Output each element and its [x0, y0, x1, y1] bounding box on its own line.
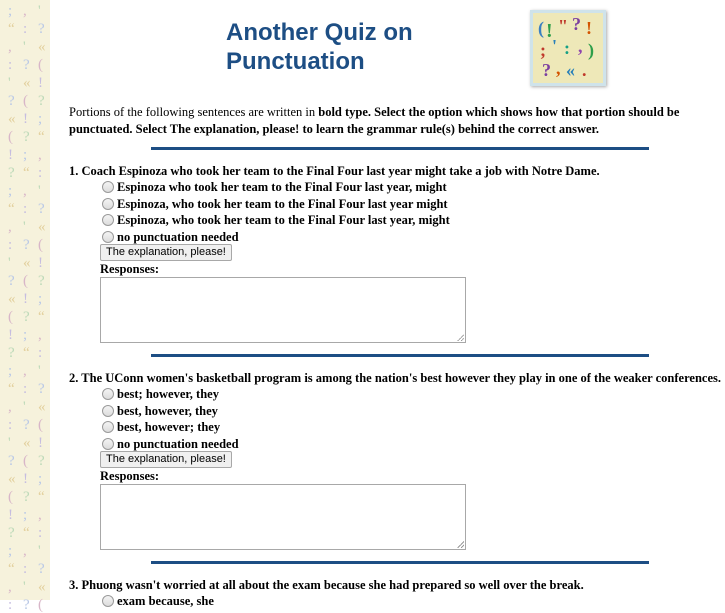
punctuation-glyph: ;: [23, 147, 28, 163]
punctuation-glyph: «: [23, 435, 31, 451]
question-2-option-2[interactable]: [102, 403, 239, 420]
punctuation-glyph: :: [8, 417, 13, 433]
question-1-text: 1. Coach Espinoza who took her team to the Final Four last year might take a job with Notre Dame.: [69, 164, 600, 178]
punctuation-glyph: ': [23, 39, 26, 55]
question-1-option-2[interactable]: [102, 196, 450, 213]
punctuation-glyph: “: [23, 345, 30, 361]
punctuation-glyph: !: [38, 75, 43, 91]
question-2-option-3[interactable]: [102, 419, 239, 436]
option-label: no punctuation needed: [117, 229, 239, 244]
punctuation-glyph: ,: [23, 3, 27, 19]
punctuation-glyph: «: [8, 111, 16, 127]
punctuation-glyph: ;: [8, 183, 13, 199]
punctuation-glyph: ,: [8, 579, 12, 595]
punctuation-glyph: ,: [38, 147, 42, 163]
question-2-option-1[interactable]: [102, 386, 239, 403]
punctuation-glyph: ;: [23, 327, 28, 343]
radio-button[interactable]: [102, 421, 114, 433]
radio-button[interactable]: [102, 181, 114, 193]
decorative-side-strip: [0, 0, 50, 613]
punctuation-glyph: “: [23, 525, 30, 541]
punctuation-glyph: !: [23, 291, 28, 307]
punctuation-glyph: ;: [8, 363, 13, 379]
option-label: best, however, they: [117, 403, 218, 418]
punctuation-glyph: ;: [38, 111, 43, 127]
punctuation-glyph: :: [23, 201, 28, 217]
punctuation-glyph: ?: [23, 417, 30, 433]
punctuation-glyph: !: [8, 327, 13, 343]
radio-button[interactable]: [102, 438, 114, 450]
punctuation-glyph: ,: [23, 183, 27, 199]
section-divider: [151, 561, 649, 564]
punctuation-glyph: !: [23, 111, 28, 127]
punctuation-glyph: (: [8, 309, 13, 325]
punctuation-glyph: ?: [38, 381, 45, 397]
punctuation-glyph: ?: [8, 273, 15, 289]
punctuation-glyph: :: [38, 345, 43, 361]
punctuation-glyph: “: [23, 165, 30, 181]
punctuation-glyph: «: [38, 39, 46, 55]
punctuation-glyph: «: [23, 75, 31, 91]
radio-button[interactable]: [102, 231, 114, 243]
page-title-line-1: Another Quiz on: [226, 19, 413, 46]
question-2-text: 2. The UConn women's basketball program is among the nation's best however they play in one of the weaker conferences.: [69, 371, 721, 385]
punctuation-glyph: (: [8, 129, 13, 145]
instructions: [69, 104, 709, 137]
option-label: exam because, she: [117, 594, 214, 608]
punctuation-glyph: ;: [23, 507, 28, 523]
punctuation-glyph: ,: [23, 363, 27, 379]
punctuation-glyph: «: [23, 255, 31, 271]
punctuation-glyph: “: [38, 489, 45, 505]
punctuation-glyph: ;: [38, 291, 43, 307]
punctuation-glyph: ?: [8, 93, 15, 109]
radio-button[interactable]: [102, 214, 114, 226]
resize-grip-icon[interactable]: [457, 541, 464, 548]
punctuation-logo: ( ! " ? ! ; ' : , ) ? , « .: [530, 10, 606, 86]
question-3-options: [102, 593, 214, 610]
punctuation-glyph: «: [38, 399, 46, 415]
punctuation-glyph: ?: [38, 453, 45, 469]
question-1-options: [102, 179, 450, 245]
punctuation-glyph: “: [8, 21, 15, 37]
question-3-text: 3. Phuong wasn't worried at all about the exam because she had prepared so well over the break.: [69, 578, 584, 592]
punctuation-glyph: !: [8, 507, 13, 523]
punctuation-glyph: ?: [8, 345, 15, 361]
section-divider: [151, 147, 649, 150]
punctuation-glyph: “: [38, 129, 45, 145]
punctuation-glyph: (: [23, 93, 28, 109]
punctuation-glyph: ,: [8, 219, 12, 235]
punctuation-glyph: ,: [23, 543, 27, 559]
option-label: best; however, they: [117, 387, 219, 401]
question-1-option-4[interactable]: [102, 229, 450, 246]
punctuation-glyph: ;: [38, 471, 43, 487]
instructions-bold-text: bold type. Select the option which shows how that portion should be punctuated. Select The explanation, please! to learn the grammar rule(s) behind the correct answer.: [69, 105, 680, 136]
punctuation-glyph: ?: [23, 597, 30, 613]
punctuation-glyph: “: [8, 561, 15, 577]
punctuation-glyph: «: [38, 219, 46, 235]
punctuation-glyph: ?: [38, 561, 45, 577]
punctuation-glyph: «: [8, 291, 16, 307]
punctuation-glyph: ,: [38, 507, 42, 523]
radio-button[interactable]: [102, 405, 114, 417]
punctuation-glyph: :: [38, 165, 43, 181]
option-label: no punctuation needed: [117, 436, 239, 451]
punctuation-glyph: ?: [23, 309, 30, 325]
punctuation-glyph: ?: [8, 525, 15, 541]
punctuation-glyph: ': [23, 399, 26, 415]
question-1-responses-label: Responses:: [100, 262, 160, 276]
question-1-option-3[interactable]: [102, 212, 450, 229]
punctuation-glyph: ?: [38, 273, 45, 289]
punctuation-glyph: ': [8, 75, 11, 91]
punctuation-glyph: ?: [8, 453, 15, 469]
punctuation-glyph: (: [8, 489, 13, 505]
instructions-text: Portions of the following sentences are written in: [69, 105, 319, 119]
punctuation-glyph: “: [8, 201, 15, 217]
punctuation-glyph: :: [23, 561, 28, 577]
punctuation-glyph: (: [38, 57, 43, 73]
question-2-explanation-button[interactable]: The explanation, please!: [100, 451, 232, 468]
punctuation-glyph: !: [38, 435, 43, 451]
punctuation-glyph: (: [38, 237, 43, 253]
page-title-line-2: Punctuation: [226, 48, 365, 75]
option-label: best, however; they: [117, 420, 221, 434]
punctuation-glyph: !: [38, 255, 43, 271]
punctuation-glyph: ': [38, 363, 41, 379]
option-label: Espinoza, who took her team to the Final Four last year, might: [117, 213, 450, 227]
punctuation-glyph: :: [38, 525, 43, 541]
page-title: [226, 18, 413, 76]
punctuation-glyph: :: [8, 597, 13, 613]
question-2-options: [102, 386, 239, 452]
punctuation-glyph: :: [8, 57, 13, 73]
punctuation-glyph: :: [23, 381, 28, 397]
punctuation-glyph: ': [38, 183, 41, 199]
question-2-option-4[interactable]: [102, 436, 239, 453]
punctuation-glyph: ': [23, 579, 26, 595]
radio-button[interactable]: [102, 595, 114, 607]
punctuation-glyph: ?: [38, 21, 45, 37]
punctuation-glyph: ': [8, 435, 11, 451]
punctuation-glyph: (: [38, 417, 43, 433]
punctuation-glyph: ?: [23, 489, 30, 505]
punctuation-glyph: ,: [38, 327, 42, 343]
punctuation-glyph: ?: [8, 165, 15, 181]
punctuation-glyph: ,: [8, 39, 12, 55]
punctuation-glyph: ?: [23, 237, 30, 253]
punctuation-glyph: :: [23, 21, 28, 37]
punctuation-glyph: (: [23, 453, 28, 469]
punctuation-glyph: ': [38, 3, 41, 19]
punctuation-glyph: ,: [8, 399, 12, 415]
punctuation-glyph: ': [38, 543, 41, 559]
punctuation-glyph: ?: [38, 93, 45, 109]
punctuation-glyph: ?: [23, 129, 30, 145]
punctuation-glyph: !: [8, 147, 13, 163]
punctuation-glyph: !: [23, 471, 28, 487]
punctuation-glyph: ': [8, 255, 11, 271]
punctuation-glyph: «: [38, 579, 46, 595]
punctuation-glyph: ?: [23, 57, 30, 73]
option-label: Espinoza, who took her team to the Final Four last year might: [117, 196, 448, 211]
punctuation-glyph: “: [8, 381, 15, 397]
punctuation-glyph: (: [23, 273, 28, 289]
punctuation-glyph: :: [8, 237, 13, 253]
punctuation-glyph: “: [38, 309, 45, 325]
punctuation-glyph: ;: [8, 543, 13, 559]
section-divider: [151, 354, 649, 357]
punctuation-glyph: ?: [38, 201, 45, 217]
punctuation-glyph: (: [38, 597, 43, 613]
question-1-responses-textarea[interactable]: [100, 277, 466, 343]
question-3-option-1[interactable]: [102, 593, 214, 610]
radio-button[interactable]: [102, 388, 114, 400]
punctuation-glyph: ': [23, 219, 26, 235]
question-1-explanation-button[interactable]: The explanation, please!: [100, 244, 232, 261]
punctuation-glyph: «: [8, 471, 16, 487]
question-2-responses-label: Responses:: [100, 469, 160, 483]
question-1-option-1[interactable]: [102, 179, 450, 196]
resize-grip-icon[interactable]: [457, 334, 464, 341]
radio-button[interactable]: [102, 198, 114, 210]
question-2-responses-textarea[interactable]: [100, 484, 466, 550]
punctuation-glyph: ;: [8, 3, 13, 19]
option-label: Espinoza who took her team to the Final Four last year, might: [117, 180, 447, 194]
